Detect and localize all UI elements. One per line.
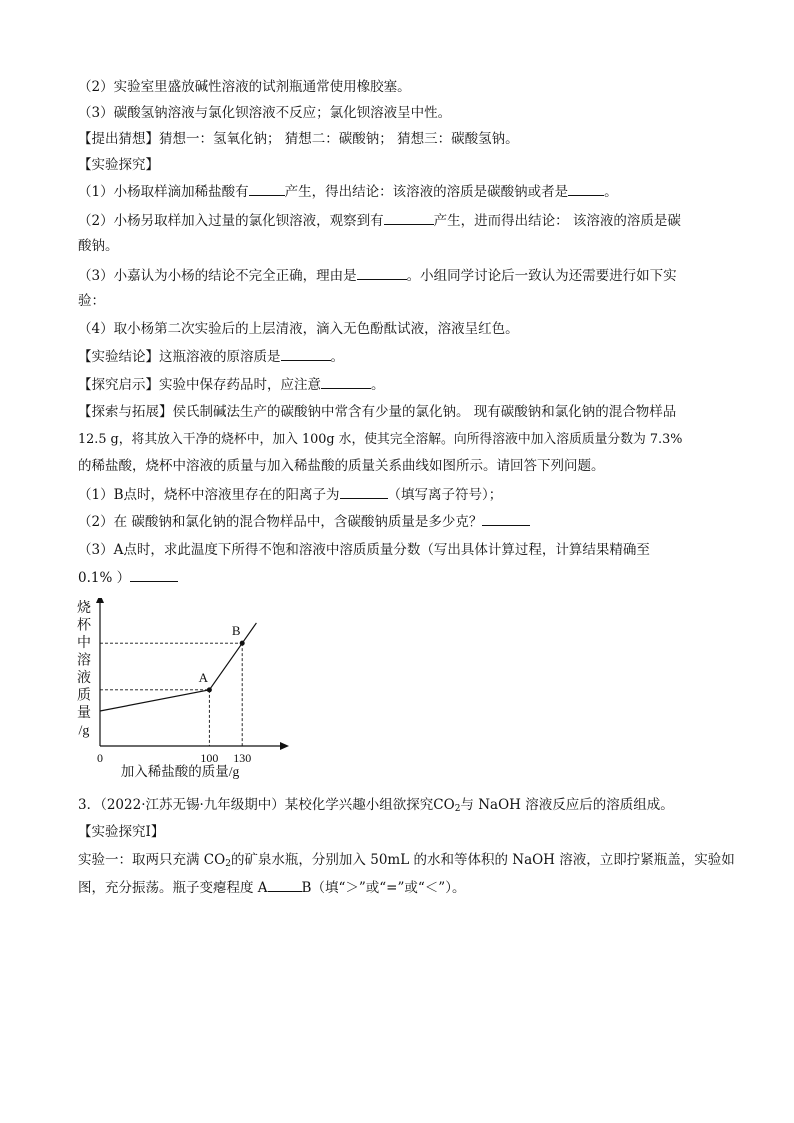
question-line: [78, 182, 728, 201]
question-line: [78, 347, 728, 366]
question-line: [78, 512, 728, 531]
x-axis-arrow-icon: [280, 742, 289, 750]
point-label: A: [198, 669, 209, 685]
text: 0.1% ）: [78, 570, 131, 586]
text: 【实验探究】: [78, 157, 159, 173]
question-line: [78, 878, 728, 897]
y-axis-label-char: 中: [77, 636, 91, 651]
subscript: 2: [225, 859, 231, 869]
text: （3）碳酸氢钠溶液与氯化钡溶液不反应；氯化钡溶液呈中性。: [78, 105, 452, 121]
section-heading: [78, 156, 728, 174]
text: 。: [604, 184, 618, 200]
text: （1）小杨取样滴加稀盐酸有: [78, 184, 249, 200]
text-line: [78, 851, 735, 873]
text: （1）B点时，烧杯中溶液里存在的阳离子为: [78, 487, 340, 503]
text: 【探究启示】实验中保存药品时，应注意: [78, 377, 321, 393]
answer-blank[interactable]: [340, 485, 388, 499]
text-line: [78, 320, 728, 338]
text: 的矿泉水瓶，分别加入 50mL 的水和等体积的 NaOH 溶液，立即拧紧瓶盖，实验如: [230, 852, 735, 868]
text-line: [78, 78, 728, 96]
text: 【实验结论】这瓶溶液的原溶质是: [78, 349, 281, 365]
data-point: [207, 687, 212, 692]
answer-blank[interactable]: [249, 182, 285, 196]
text: 图，充分振荡。瓶子变瘪程度 A: [78, 880, 268, 896]
x-axis-label: 加入稀盐酸的质量/g: [120, 764, 240, 779]
y-axis-label-char: 液: [77, 671, 91, 686]
text-line: [78, 130, 728, 148]
question-line: [78, 211, 728, 230]
question-line: [78, 568, 728, 587]
text: 与 NaOH 溶液反应后的溶质组成。: [460, 797, 674, 813]
x-tick-label: 100: [200, 751, 219, 765]
text: 产生，得出结论：该溶液的溶质是碳酸钠或者是: [284, 184, 569, 200]
data-point: [240, 641, 245, 646]
answer-blank[interactable]: [482, 512, 530, 526]
answer-blank[interactable]: [281, 347, 331, 361]
text: （填写离子符号）；: [387, 487, 503, 503]
text: 产生，进而得出结论： 该溶液的溶质是碳: [433, 213, 681, 229]
answer-blank[interactable]: [357, 266, 407, 280]
origin-label: 0: [97, 751, 103, 765]
x-tick-label: 130: [233, 751, 252, 765]
text: 3．（2022·江苏无锡·九年级期中）某校化学兴趣小组欲探究CO: [78, 797, 455, 813]
y-axis-label-char: 溶: [77, 653, 91, 669]
question-line: [78, 375, 728, 394]
answer-blank[interactable]: [268, 878, 302, 892]
y-axis-label-char: 烧: [77, 601, 91, 616]
text: 。小组同学讨论后一致认为还需要进行如下实: [406, 268, 677, 284]
text-line: [78, 292, 728, 310]
section-heading: [78, 823, 728, 841]
text: 【探索与拓展】侯氏制碱法生产的碳酸钠中常含有少量的氯化钠。 现有碳酸钠和氯化钠的混合物样品: [78, 404, 677, 420]
text: 【实验探究Ⅰ】: [78, 824, 165, 840]
text: 。: [330, 349, 344, 365]
text: B（填“＞”或“=”或“＜”）。: [301, 880, 466, 896]
text: 酸钠。: [78, 238, 119, 254]
question-line: [78, 266, 728, 285]
text: 的稀盐酸，烧杯中溶液的质量与加入稀盐酸的质量关系曲线如图所示。请回答下列问题。: [78, 458, 605, 474]
mass-curve-chart: [70, 598, 290, 788]
text-line: [78, 104, 728, 122]
text: （4）取小杨第二次实验后的上层清液，滴入无色酚酞试液，溶液呈红色。: [78, 321, 519, 337]
answer-blank[interactable]: [130, 568, 178, 582]
text-line: [78, 403, 728, 421]
answer-blank[interactable]: [321, 375, 371, 389]
text: 12.5 g，将其放入干净的烧杯中，加入 100g 水，使其完全溶解。向所得溶液中加入溶质质量分数为 7.3%: [78, 432, 683, 447]
y-axis-label-char: 质: [77, 688, 91, 704]
y-axis-label-char: /g: [78, 723, 90, 739]
text: （3）小嘉认为小杨的结论不完全正确，理由是: [78, 268, 357, 284]
text: （2）实验室里盛放碱性溶液的试剂瓶通常使用橡胶塞。: [78, 79, 411, 95]
text-line: [78, 457, 728, 475]
point-label: B: [231, 623, 241, 639]
y-axis-label-char: 量: [77, 706, 91, 721]
text: 实验一：取两只充满 CO: [78, 852, 226, 868]
text: （3）A点时，求此温度下所得不饱和溶液中溶质质量分数（写出具体计算过程，计算结果精确至: [78, 542, 650, 558]
y-axis-label-char: 杯: [77, 618, 91, 634]
question-header: [78, 796, 728, 818]
text: 验：: [78, 293, 105, 309]
question-line: [78, 485, 728, 504]
text-line: [78, 541, 728, 559]
chart-svg: [70, 598, 290, 788]
subscript: 2: [454, 804, 461, 814]
text-line: [78, 237, 728, 255]
text: （2）在 碳酸钠和氯化钠的混合物样品中，含碳酸钠质量是多少克？: [78, 514, 483, 530]
text: 。: [371, 377, 385, 393]
text-line: [78, 431, 728, 449]
answer-blank[interactable]: [384, 211, 434, 225]
answer-blank[interactable]: [568, 182, 604, 196]
y-axis-arrow-icon: [96, 598, 104, 603]
text: （2）小杨另取样加入过量的氯化钡溶液，观察到有: [78, 213, 384, 229]
text: 【提出猜想】猜想一：氢氧化钠； 猜想二：碳酸钠； 猜想三：碳酸氢钠。: [78, 131, 519, 147]
